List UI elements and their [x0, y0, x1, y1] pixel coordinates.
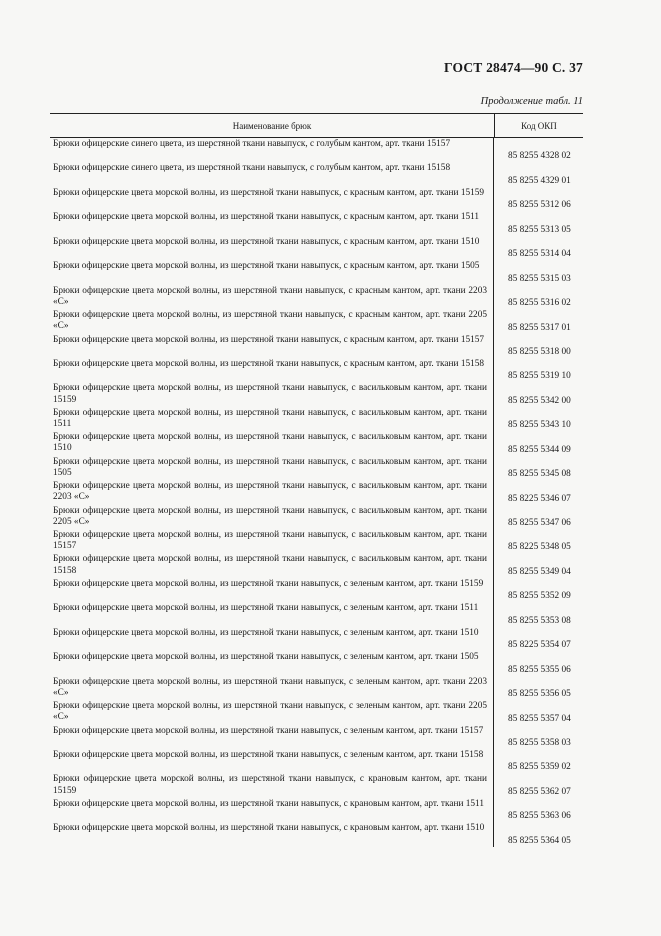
cell-trouser-name: Брюки офицерские цвета морской волны, из шерстяной ткани навыпуск, с красным кантом, арт. ткани 2203 «С» — [50, 285, 494, 309]
cell-trouser-name: Брюки офицерские цвета морской волны, из шерстяной ткани навыпуск, с красным кантом, арт. ткани 1510 — [50, 236, 494, 260]
table-row — [50, 749, 583, 773]
cell-trouser-name: Брюки офицерские цвета морской волны, из шерстяной ткани навыпуск, с крановым кантом, арт. ткани 1510 — [50, 822, 494, 846]
cell-trouser-name: Брюки офицерские цвета морской волны, из шерстяной ткани навыпуск, с зеленым кантом, арт. ткани 1505 — [50, 651, 494, 675]
table-row — [50, 529, 583, 553]
table-row — [50, 578, 583, 602]
cell-okp-code: 85 8255 5315 03 — [508, 273, 571, 284]
garment-code-table — [50, 113, 583, 847]
table-row — [50, 382, 583, 406]
table-row — [50, 187, 583, 211]
cell-trouser-name: Брюки офицерские цвета морской волны, из шерстяной ткани навыпуск, с васильковым кантом, арт. ткани 1505 — [50, 456, 494, 480]
table-row — [50, 334, 583, 358]
cell-trouser-name: Брюки офицерские цвета морской волны, из шерстяной ткани навыпуск, с зеленым кантом, арт. ткани 15157 — [50, 725, 494, 749]
cell-okp-code: 85 8255 5363 06 — [508, 811, 571, 822]
cell-trouser-name: Брюки офицерские цвета морской волны, из шерстяной ткани навыпуск, с красным кантом, арт. ткани 15159 — [50, 187, 494, 211]
table-row — [50, 505, 583, 529]
cell-okp-code: 85 8255 5358 03 — [508, 737, 571, 748]
table-row — [50, 480, 583, 504]
column-header-name: Наименование брюк — [50, 114, 495, 137]
table-row — [50, 407, 583, 431]
cell-okp-code: 85 8255 5314 04 — [508, 249, 571, 260]
table-row — [50, 309, 583, 333]
cell-trouser-name: Брюки офицерские цвета морской волны, из шерстяной ткани навыпуск, с красным кантом, арт. ткани 1505 — [50, 260, 494, 284]
cell-okp-code: 85 8255 5359 02 — [508, 762, 571, 773]
cell-okp-code: 85 8255 5342 00 — [508, 395, 571, 406]
cell-trouser-name: Брюки офицерские цвета морской волны, из шерстяной ткани навыпуск, с васильковым кантом, арт. ткани 2205 «С» — [50, 505, 494, 529]
table-row — [50, 676, 583, 700]
cell-trouser-name: Брюки офицерские цвета морской волны, из шерстяной ткани навыпуск, с васильковым кантом, арт. ткани 1510 — [50, 431, 494, 455]
cell-trouser-name: Брюки офицерские цвета морской волны, из шерстяной ткани навыпуск, с зеленым кантом, арт. ткани 2205 «С» — [50, 700, 494, 724]
table-continuation-label: Продолжение табл. 11 — [480, 96, 583, 107]
cell-okp-code: 85 8255 5319 10 — [508, 371, 571, 382]
table-header — [50, 114, 583, 138]
table-row — [50, 651, 583, 675]
cell-okp-code: 85 8255 4328 02 — [508, 151, 571, 162]
cell-okp-code: 85 8255 5356 05 — [508, 689, 571, 700]
cell-okp-code: 85 8255 5352 09 — [508, 591, 571, 602]
cell-trouser-name: Брюки офицерские цвета морской волны, из шерстяной ткани навыпуск, с зеленым кантом, арт. ткани 1511 — [50, 602, 494, 626]
cell-trouser-name: Брюки офицерские цвета морской волны, из шерстяной ткани навыпуск, с васильковым кантом, арт. ткани 15159 — [50, 382, 494, 406]
cell-trouser-name: Брюки офицерские цвета морской волны, из шерстяной ткани навыпуск, с красным кантом, арт. ткани 2205 «С» — [50, 309, 494, 333]
table-row — [50, 285, 583, 309]
cell-okp-code: 85 8255 5343 10 — [508, 420, 571, 431]
cell-okp-code: 85 8255 5357 04 — [508, 713, 571, 724]
cell-okp-code: 85 8255 4329 01 — [508, 175, 571, 186]
column-header-code: Код ОКП — [521, 120, 557, 131]
cell-trouser-name: Брюки офицерские цвета морской волны, из шерстяной ткани навыпуск, с красным кантом, арт. ткани 15157 — [50, 334, 494, 358]
table-row — [50, 627, 583, 651]
table-row — [50, 236, 583, 260]
cell-trouser-name: Брюки офицерские цвета морской волны, из шерстяной ткани навыпуск, с васильковым кантом, арт. ткани 15158 — [50, 553, 494, 577]
cell-okp-code: 85 8255 5355 06 — [508, 664, 571, 675]
table-row — [50, 602, 583, 626]
cell-okp-code: 85 8255 5313 05 — [508, 224, 571, 235]
table-row — [50, 211, 583, 235]
table-row — [50, 725, 583, 749]
table-row — [50, 358, 583, 382]
cell-trouser-name: Брюки офицерские синего цвета, из шерстяной ткани навыпуск, с голубым кантом, арт. ткани 15157 — [50, 138, 494, 162]
cell-trouser-name: Брюки офицерские цвета морской волны, из шерстяной ткани навыпуск, с красным кантом, арт. ткани 1511 — [50, 211, 494, 235]
cell-trouser-name: Брюки офицерские цвета морской волны, из шерстяной ткани навыпуск, с зеленым кантом, арт. ткани 15158 — [50, 749, 494, 773]
table-row — [50, 798, 583, 822]
cell-trouser-name: Брюки офицерские цвета морской волны, из шерстяной ткани навыпуск, с васильковым кантом, арт. ткани 15157 — [50, 529, 494, 553]
table-row — [50, 138, 583, 162]
cell-trouser-name: Брюки офицерские цвета морской волны, из шерстяной ткани навыпуск, с крановым кантом, арт. ткани 1511 — [50, 798, 494, 822]
cell-okp-code: 85 8255 5316 02 — [508, 298, 571, 309]
cell-trouser-name: Брюки офицерские цвета морской волны, из шерстяной ткани навыпуск, с зеленым кантом, арт. ткани 2203 «С» — [50, 676, 494, 700]
table-row — [50, 260, 583, 284]
cell-okp-code: 85 8255 5317 01 — [508, 322, 571, 333]
table-row — [50, 162, 583, 186]
cell-okp-code: 85 8255 5349 04 — [508, 566, 571, 577]
cell-okp-code: 85 8255 5353 08 — [508, 615, 571, 626]
page-header: ГОСТ 28474—90 С. 37 — [444, 60, 583, 75]
cell-okp-code: 85 8225 5354 07 — [508, 640, 571, 651]
cell-okp-code: 85 8255 5312 06 — [508, 200, 571, 211]
cell-trouser-name: Брюки офицерские синего цвета, из шерстяной ткани навыпуск, с голубым кантом, арт. ткани 15158 — [50, 162, 494, 186]
cell-okp-code: 85 8225 5346 07 — [508, 493, 571, 504]
cell-okp-code: 85 8255 5364 05 — [508, 835, 571, 846]
cell-okp-code: 85 8255 5345 08 — [508, 469, 571, 480]
cell-trouser-name: Брюки офицерские цвета морской волны, из шерстяной ткани навыпуск, с крановым кантом, арт. ткани 15159 — [50, 773, 494, 797]
cell-okp-code: 85 8255 5318 00 — [508, 346, 571, 357]
cell-trouser-name: Брюки офицерские цвета морской волны, из шерстяной ткани навыпуск, с васильковым кантом, арт. ткани 1511 — [50, 407, 494, 431]
table-row — [50, 773, 583, 797]
table-row — [50, 431, 583, 455]
cell-trouser-name: Брюки офицерские цвета морской волны, из шерстяной ткани навыпуск, с зеленым кантом, арт. ткани 15159 — [50, 578, 494, 602]
table-row — [50, 553, 583, 577]
cell-okp-code: 85 8255 5347 06 — [508, 518, 571, 528]
cell-trouser-name: Брюки офицерские цвета морской волны, из шерстяной ткани навыпуск, с васильковым кантом, арт. ткани 2203 «С» — [50, 480, 494, 504]
cell-trouser-name: Брюки офицерские цвета морской волны, из шерстяной ткани навыпуск, с красным кантом, арт. ткани 15158 — [50, 358, 494, 382]
table-body — [50, 138, 583, 847]
table-row — [50, 700, 583, 724]
cell-okp-code: 85 8225 5348 05 — [508, 542, 571, 553]
table-row — [50, 456, 583, 480]
cell-trouser-name: Брюки офицерские цвета морской волны, из шерстяной ткани навыпуск, с зеленым кантом, арт. ткани 1510 — [50, 627, 494, 651]
table-row — [50, 822, 583, 846]
cell-okp-code: 85 8255 5362 07 — [508, 786, 571, 797]
cell-okp-code: 85 8255 5344 09 — [508, 444, 571, 455]
